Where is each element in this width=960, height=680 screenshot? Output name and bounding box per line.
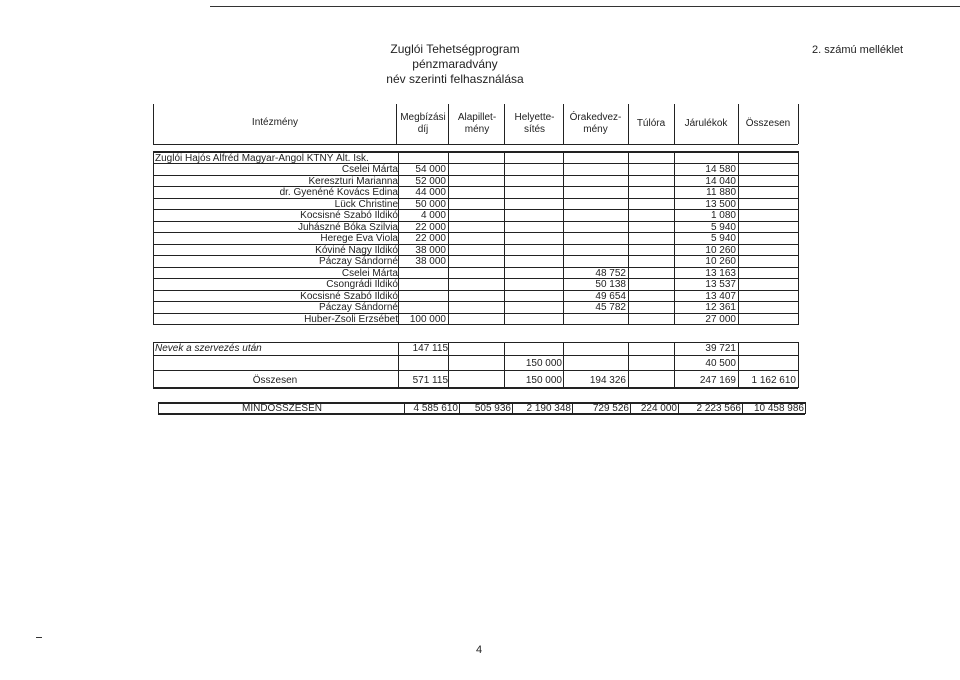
person-name: Kocsisné Szabó Ildikó xyxy=(300,210,398,221)
grand-total-label: MINDÖSSZESEN xyxy=(241,403,322,414)
column-rule xyxy=(674,151,675,325)
title-line-2: pénzmaradvány xyxy=(412,57,498,71)
total-helyette: 150 000 xyxy=(525,375,562,386)
col-tulora: Túlóra xyxy=(636,118,666,129)
column-rule xyxy=(398,151,399,325)
column-rule xyxy=(563,151,564,325)
after-org-label: Nevek a szervezés után xyxy=(155,343,262,354)
total-orakedv: 194 326 xyxy=(589,375,626,386)
col-megbizasi-2: díj xyxy=(417,124,429,135)
jarulek-value: 27 000 xyxy=(705,313,736,325)
col-megbizasi-1: Megbízási xyxy=(400,112,446,123)
col-helyette-2: sítés xyxy=(523,124,546,135)
megbizasi-value: 22 000 xyxy=(415,233,446,244)
column-rule xyxy=(738,342,739,388)
column-rule xyxy=(448,342,449,388)
person-name: Páczay Sándorné xyxy=(319,302,398,313)
person-name: Cselei Márta xyxy=(341,267,398,279)
col-alapillet-1: Alapillet- xyxy=(457,112,497,123)
person-name: Csongrádi Ildikó xyxy=(326,279,398,290)
megbizasi-value: 22 000 xyxy=(415,221,446,233)
person-name: Lück Christine xyxy=(334,198,398,210)
grand-orakedv: 729 526 xyxy=(592,403,629,414)
title-line-3: név szerinti felhasználása xyxy=(386,72,524,86)
person-name: Huber-Zsoli Erzsébet xyxy=(304,313,398,325)
jarulek-value: 14 580 xyxy=(705,164,736,175)
jarulek-value: 13 537 xyxy=(705,279,736,290)
helyette-jarulek: 40 500 xyxy=(705,358,736,369)
top-rule xyxy=(210,6,960,7)
column-rule xyxy=(448,151,449,325)
column-rule xyxy=(504,151,505,325)
col-alapillet-2: mény xyxy=(464,124,490,135)
person-name: Herege Éva Viola xyxy=(320,233,398,244)
jarulek-value: 1 080 xyxy=(710,210,736,221)
person-name: Kóviné Nagy Ildikó xyxy=(315,244,398,256)
jarulek-value: 12 361 xyxy=(705,302,736,313)
page-number: 4 xyxy=(476,644,483,656)
person-name: Kereszturi Marianna xyxy=(308,175,398,187)
school-name: Zuglói Hajós Alfréd Magyar-Angol KTNY Ált. Isk. xyxy=(155,153,369,164)
col-orakedv-1: Órakedvez- xyxy=(569,112,622,123)
helyette-amount: 150 000 xyxy=(525,358,562,369)
jarulek-value: 5 940 xyxy=(710,221,736,233)
annex-label: 2. számú melléklet xyxy=(812,44,904,56)
col-osszesen: Összesen xyxy=(745,118,791,129)
row-rule xyxy=(153,324,798,325)
col-jarulekok: Járulékok xyxy=(684,118,728,129)
after-org-megbizasi: 147 115 xyxy=(412,343,448,354)
person-name: dr. Gyenéné Kovács Edina xyxy=(279,187,398,198)
column-rule xyxy=(798,151,799,325)
jarulek-value: 13 407 xyxy=(705,290,736,302)
megbizasi-value: 38 000 xyxy=(415,256,446,267)
person-name: Kocsisné Szabó Ildikó xyxy=(300,290,398,302)
grand-megbizasi: 4 585 610 xyxy=(413,403,458,414)
margin-dash xyxy=(36,637,42,638)
column-rule xyxy=(153,342,154,388)
column-rule xyxy=(738,151,739,325)
grand-osszesen: 10 458 986 xyxy=(753,403,804,414)
orakedv-value: 50 138 xyxy=(595,279,626,290)
col-helyette-1: Helyette- xyxy=(514,112,555,123)
megbizasi-value: 50 000 xyxy=(415,198,446,210)
orakedv-value: 49 654 xyxy=(595,290,626,302)
column-rule xyxy=(504,342,505,388)
jarulek-value: 5 940 xyxy=(710,233,736,244)
megbizasi-value: 4 000 xyxy=(420,210,446,221)
column-rule xyxy=(628,342,629,388)
grand-alapillet: 505 936 xyxy=(474,403,511,414)
megbizasi-value: 38 000 xyxy=(415,244,446,256)
total-jarulek: 247 169 xyxy=(699,375,736,386)
jarulek-value: 13 500 xyxy=(705,198,736,210)
megbizasi-value: 52 000 xyxy=(415,175,446,187)
title-line-1: Zuglói Tehetségprogram xyxy=(390,42,520,56)
jarulek-value: 10 260 xyxy=(705,244,736,256)
jarulek-value: 13 163 xyxy=(705,267,736,279)
megbizasi-value: 100 000 xyxy=(409,313,446,325)
grand-tulora: 224 000 xyxy=(640,403,677,414)
jarulek-value: 11 880 xyxy=(706,187,736,198)
megbizasi-value: 44 000 xyxy=(415,187,446,198)
grand-jarulek: 2 223 566 xyxy=(696,403,741,414)
column-rule xyxy=(674,342,675,388)
jarulek-value: 10 260 xyxy=(705,256,736,267)
person-name: Páczay Sándorné xyxy=(319,256,398,267)
col-institution: Intézmény xyxy=(251,117,299,128)
grand-helyette: 2 190 348 xyxy=(526,403,571,414)
person-name: Cselei Márta xyxy=(341,164,398,175)
total-osszesen: 1 162 610 xyxy=(751,375,796,386)
after-org-jarulek: 39 721 xyxy=(705,343,736,354)
orakedv-value: 48 752 xyxy=(595,267,626,279)
column-rule xyxy=(798,342,799,388)
total-megbizasi: 571 115 xyxy=(412,375,448,386)
orakedv-value: 45 782 xyxy=(595,302,626,313)
jarulek-value: 14 040 xyxy=(705,175,736,187)
column-rule xyxy=(628,151,629,325)
column-rule xyxy=(153,151,154,325)
person-name: Juhászné Bóka Szilvia xyxy=(297,221,398,233)
total-label: Összesen xyxy=(252,375,298,386)
col-orakedv-2: mény xyxy=(583,124,608,135)
megbizasi-value: 54 000 xyxy=(415,164,446,175)
column-rule xyxy=(563,342,564,388)
